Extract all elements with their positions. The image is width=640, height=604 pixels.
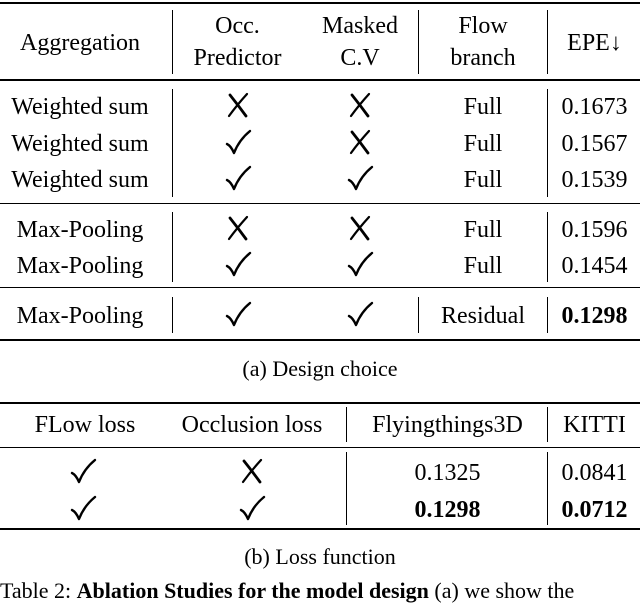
header-masked-cv-line2: C.V bbox=[340, 45, 380, 71]
cross-mark-icon bbox=[232, 457, 272, 485]
table-a-group-rule bbox=[0, 287, 640, 288]
header-occ-predictor-line2: Predictor bbox=[193, 45, 282, 71]
epe-cell: 0.1596 bbox=[561, 217, 628, 243]
table-a-col-rule bbox=[172, 212, 173, 282]
check-mark-icon bbox=[218, 250, 258, 278]
header-kitti: KITTI bbox=[563, 412, 626, 438]
aggregation-cell: Weighted sum bbox=[11, 167, 149, 193]
flyingthings3d-cell: 0.1298 bbox=[414, 497, 481, 523]
table-b-col-rule bbox=[547, 407, 548, 442]
table-caption-prefix: Table 2: bbox=[0, 578, 77, 603]
flyingthings3d-cell: 0.1325 bbox=[414, 460, 481, 486]
flow-branch-cell: Full bbox=[463, 131, 503, 157]
table-a-col-rule bbox=[547, 297, 548, 333]
table-a-col-rule bbox=[547, 10, 548, 74]
aggregation-cell: Weighted sum bbox=[11, 94, 149, 120]
check-mark-icon bbox=[218, 164, 258, 192]
aggregation-cell: Max-Pooling bbox=[16, 217, 144, 243]
check-mark-icon bbox=[232, 494, 272, 522]
table-a-group-rule bbox=[0, 203, 640, 204]
table-a-col-rule bbox=[172, 297, 173, 333]
epe-cell: 0.1298 bbox=[561, 303, 628, 329]
header-flow-branch-line2: branch bbox=[450, 45, 516, 71]
table-b-top-rule bbox=[0, 402, 640, 404]
table-b-header-rule bbox=[0, 447, 640, 448]
check-mark-icon bbox=[340, 250, 380, 278]
table-a-header-rule bbox=[0, 79, 640, 81]
check-mark-icon bbox=[218, 128, 258, 156]
check-mark-icon bbox=[63, 457, 103, 485]
epe-cell: 0.1673 bbox=[561, 94, 628, 120]
flow-branch-cell: Residual bbox=[441, 303, 525, 329]
cross-mark-icon bbox=[340, 91, 380, 119]
table-a-col-rule bbox=[547, 212, 548, 282]
table-a-col-rule bbox=[172, 89, 173, 197]
flow-branch-cell: Full bbox=[463, 94, 503, 120]
table-a-col-rule bbox=[418, 297, 419, 333]
cross-mark-icon bbox=[340, 128, 380, 156]
epe-cell: 0.1567 bbox=[561, 131, 628, 157]
table-b-bottom-rule bbox=[0, 528, 640, 530]
check-mark-icon bbox=[218, 300, 258, 328]
table-b-col-rule bbox=[547, 452, 548, 525]
flow-branch-cell: Full bbox=[463, 253, 503, 279]
kitti-cell: 0.0841 bbox=[561, 460, 628, 486]
table-b-caption: (b) Loss function bbox=[244, 544, 396, 569]
check-mark-icon bbox=[340, 164, 380, 192]
aggregation-cell: Max-Pooling bbox=[16, 253, 144, 279]
table-a-top-rule bbox=[0, 2, 640, 4]
check-mark-icon bbox=[340, 300, 380, 328]
header-epe: EPE↓ bbox=[567, 30, 622, 56]
table-a-col-rule bbox=[418, 10, 419, 74]
header-masked-cv-line1: Masked bbox=[322, 13, 398, 39]
epe-cell: 0.1539 bbox=[561, 167, 628, 193]
table-caption-title: Ablation Studies for the model design bbox=[76, 578, 429, 603]
aggregation-cell: Weighted sum bbox=[11, 131, 149, 157]
check-mark-icon bbox=[63, 494, 103, 522]
header-occlusion-loss: Occlusion loss bbox=[181, 412, 323, 438]
table-b-col-rule bbox=[346, 452, 347, 525]
cross-mark-icon bbox=[218, 214, 258, 242]
header-aggregation: Aggregation bbox=[20, 30, 140, 56]
flow-branch-cell: Full bbox=[463, 167, 503, 193]
table-b-col-rule bbox=[346, 407, 347, 442]
cross-mark-icon bbox=[218, 91, 258, 119]
table-caption-text: (a) we show the bbox=[428, 578, 575, 603]
kitti-cell: 0.0712 bbox=[561, 497, 628, 523]
header-flyingthings3d: Flyingthings3D bbox=[372, 412, 523, 438]
flow-branch-cell: Full bbox=[463, 217, 503, 243]
header-flow-loss: FLow loss bbox=[34, 412, 136, 438]
table-a-caption: (a) Design choice bbox=[242, 356, 398, 381]
cross-mark-icon bbox=[340, 214, 380, 242]
header-occ-predictor-line1: Occ. bbox=[215, 13, 260, 39]
table-caption bbox=[0, 578, 574, 604]
table-a-bottom-rule bbox=[0, 339, 640, 341]
table-a-col-rule bbox=[547, 89, 548, 197]
header-flow-branch-line1: Flow bbox=[458, 13, 508, 39]
epe-cell: 0.1454 bbox=[561, 253, 628, 279]
table-a-col-rule bbox=[172, 10, 173, 74]
aggregation-cell: Max-Pooling bbox=[16, 303, 144, 329]
